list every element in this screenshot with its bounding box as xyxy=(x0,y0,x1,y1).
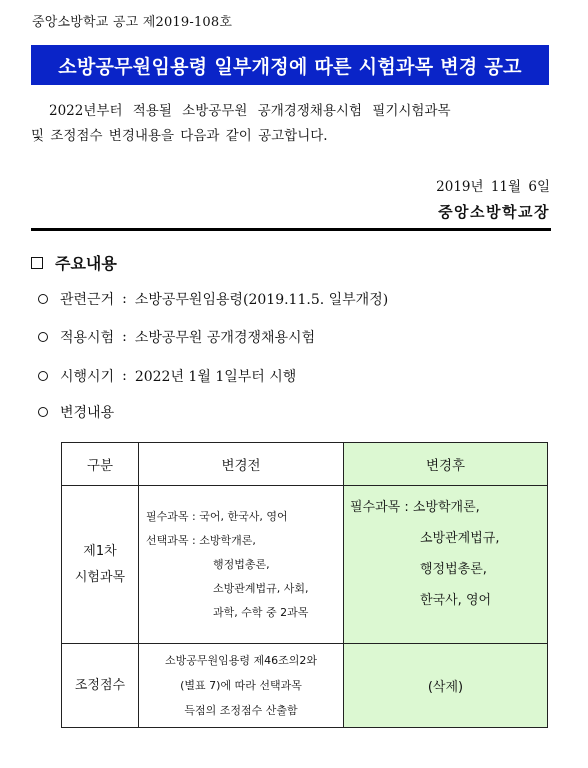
header-before: 변경전 xyxy=(139,443,344,486)
changes-table xyxy=(61,442,548,728)
before-subjects-cell xyxy=(139,486,344,644)
item-value: 소방공무원임용령(2019.11.5. 일부개정) xyxy=(134,292,389,308)
before-adjusted-score-cell xyxy=(139,644,344,728)
row-category-adjusted-score: 조정점수 xyxy=(62,644,139,728)
list-item-applicable-exam xyxy=(38,327,315,347)
section-heading xyxy=(31,251,117,274)
item-value: 소방공무원 공개경쟁채용시험 xyxy=(134,330,316,346)
item-label: 적용시험 xyxy=(60,330,115,346)
intro-paragraph xyxy=(31,99,551,149)
list-item-changes xyxy=(38,402,114,422)
page-title-text: 소방공무원임용령 일부개정에 따른 시험과목 변경 공고 xyxy=(58,55,522,78)
item-label: 변경내용 xyxy=(60,405,115,421)
intro-line-1: 2022년부터 적용될 소방공무원 공개경쟁채용시험 필기시험과목 xyxy=(49,103,451,119)
before-line: 필수과목 : 국어, 한국사, 영어 xyxy=(146,509,288,523)
table-header-row xyxy=(62,443,548,486)
after-line: 행정법총론, xyxy=(420,562,487,577)
row-category-exam-subjects xyxy=(62,486,139,644)
issuer-name: 중앙소방학교장 xyxy=(438,203,550,221)
colon-separator: : xyxy=(122,368,127,384)
intro-line-2: 및 조정점수 변경내용을 다음과 같이 공고합니다. xyxy=(31,128,328,144)
before-line: (별표 7)에 따라 선택과목 xyxy=(180,679,302,692)
item-label: 시행시기 xyxy=(60,369,115,385)
colon-separator: : xyxy=(122,329,127,345)
item-label: 관련근거 xyxy=(60,292,115,308)
before-line: 소방공무원임용령 제46조의2와 xyxy=(164,654,317,667)
before-line: 과학, 수학 중 2과목 xyxy=(213,605,309,619)
before-line: 득점의 조정점수 산출함 xyxy=(184,704,298,717)
circle-bullet-icon xyxy=(38,407,48,417)
list-item-effective-date xyxy=(38,366,296,386)
before-line: 소방관계법규, 사회, xyxy=(213,581,309,595)
after-line: 소방관계법규, xyxy=(420,531,500,546)
colon-separator: : xyxy=(122,291,127,307)
category-line: 시험과목 xyxy=(74,569,126,585)
page-title xyxy=(31,45,549,85)
category-line: 제1차 xyxy=(83,543,117,559)
table-row xyxy=(62,486,548,644)
circle-bullet-icon xyxy=(38,294,48,304)
header-category: 구분 xyxy=(62,443,139,486)
list-item-legal-basis xyxy=(38,289,388,309)
notice-date: 2019년 11월 6일 xyxy=(436,179,550,195)
after-line: 한국사, 영어 xyxy=(420,593,492,608)
square-bullet-icon xyxy=(31,257,43,269)
circle-bullet-icon xyxy=(38,332,48,342)
section-heading-text: 주요내용 xyxy=(55,254,117,273)
divider-rule xyxy=(31,228,551,231)
after-line: 필수과목 : 소방학개론, xyxy=(350,500,480,515)
after-subjects-cell xyxy=(344,486,548,644)
after-adjusted-score-cell: (삭제) xyxy=(344,644,548,728)
before-line: 선택과목 : 소방학개론, xyxy=(146,533,256,547)
circle-bullet-icon xyxy=(38,371,48,381)
table-row xyxy=(62,644,548,728)
item-value: 2022년 1월 1일부터 시행 xyxy=(134,369,297,385)
before-line: 행정법총론, xyxy=(213,557,270,571)
header-after: 변경후 xyxy=(344,443,548,486)
notice-number: 중앙소방학교 공고 제2019-108호 xyxy=(32,15,233,30)
